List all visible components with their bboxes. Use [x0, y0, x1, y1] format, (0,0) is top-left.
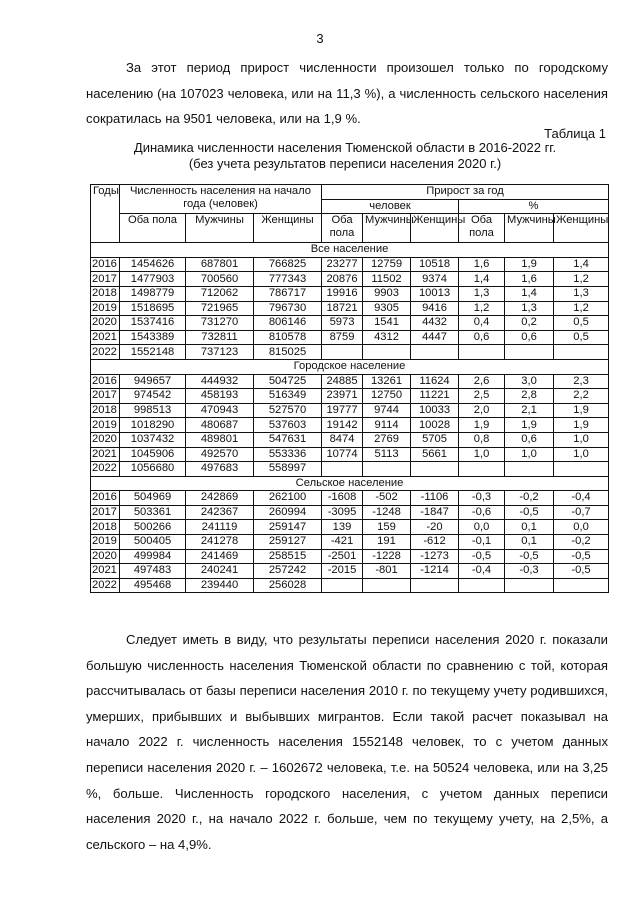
section-title: Все население: [91, 243, 609, 258]
table-cell: 806146: [254, 316, 322, 331]
table-cell: 19916: [322, 286, 363, 301]
table-cell: 2769: [363, 432, 411, 447]
table-cell: 1045906: [120, 447, 186, 462]
table-cell: 0,6: [505, 330, 554, 345]
table-cell: 4447: [411, 330, 459, 345]
table-cell: 12750: [363, 389, 411, 404]
table-cell: 240241: [186, 564, 254, 579]
table-cell: 1037432: [120, 432, 186, 447]
table-cell: 0,5: [554, 316, 609, 331]
table-cell: 8474: [322, 432, 363, 447]
table-cell: -0,5: [459, 549, 505, 564]
header-women: Женщины: [254, 214, 322, 243]
header-pct-men: Мужчины: [505, 214, 554, 243]
header-pct-both: Оба пола: [459, 214, 505, 243]
table-cell: 139: [322, 520, 363, 535]
header-both-sexes: Оба пола: [120, 214, 186, 243]
table-cell: 0,2: [505, 316, 554, 331]
table-cell: 10033: [411, 403, 459, 418]
table-cell: 10013: [411, 286, 459, 301]
table-cell: 19142: [322, 418, 363, 433]
table-cell: 3,0: [505, 374, 554, 389]
table-cell: 949657: [120, 374, 186, 389]
table-row: [91, 374, 609, 389]
table-cell: [322, 578, 363, 593]
table-cell: 974542: [120, 389, 186, 404]
table-cell: 1454626: [120, 257, 186, 272]
table-cell: 1,3: [459, 286, 505, 301]
table-cell: -502: [363, 491, 411, 506]
table-cell: -801: [363, 564, 411, 579]
year-cell: 2021: [91, 564, 120, 579]
table-row: [91, 345, 609, 360]
table-cell: 10518: [411, 257, 459, 272]
table-caption: [100, 140, 590, 172]
table-cell: 1,0: [554, 432, 609, 447]
table-cell: 9305: [363, 301, 411, 316]
table-cell: 1,2: [554, 301, 609, 316]
table-cell: [459, 345, 505, 360]
table-cell: 516349: [254, 389, 322, 404]
table-cell: 241278: [186, 535, 254, 550]
year-cell: 2017: [91, 505, 120, 520]
table-cell: 8759: [322, 330, 363, 345]
table-cell: 0,6: [505, 432, 554, 447]
table-cell: 796730: [254, 301, 322, 316]
table-cell: 23277: [322, 257, 363, 272]
table-cell: 1537416: [120, 316, 186, 331]
table-row: [91, 491, 609, 506]
table-cell: -20: [411, 520, 459, 535]
header-growth: Прирост за год: [322, 185, 609, 200]
table-cell: 497483: [120, 564, 186, 579]
table-cell: [554, 462, 609, 477]
table-cell: [411, 578, 459, 593]
table-cell: 5705: [411, 432, 459, 447]
table-cell: [411, 345, 459, 360]
table-cell: 2,6: [459, 374, 505, 389]
table-cell: -0,5: [505, 505, 554, 520]
table-row: [91, 432, 609, 447]
table-cell: 10028: [411, 418, 459, 433]
table-cell: -1608: [322, 491, 363, 506]
table-cell: 0,5: [554, 330, 609, 345]
table-cell: 11221: [411, 389, 459, 404]
header-growth-both: Оба пола: [322, 214, 363, 243]
table-cell: 1,2: [554, 272, 609, 287]
table-cell: 1498779: [120, 286, 186, 301]
intro-paragraph: [86, 55, 608, 132]
table-cell: -1248: [363, 505, 411, 520]
section-row: [91, 243, 609, 258]
year-cell: 2017: [91, 389, 120, 404]
table-row: [91, 535, 609, 550]
table-cell: [363, 462, 411, 477]
table-cell: 444932: [186, 374, 254, 389]
table-cell: -0,2: [554, 535, 609, 550]
header-population: Численность населения на начало года (человек): [120, 185, 322, 214]
table-cell: 1,4: [505, 286, 554, 301]
table-cell: 458193: [186, 389, 254, 404]
table-row: [91, 316, 609, 331]
intro-paragraph-text: За этот период прирост численности произошел только по городскому населению (на 107023 человека, или на 11,3 %), а численность сельского населения сократилась на 9501 человека, или на 1,9 %.: [86, 60, 608, 127]
table-cell: 260994: [254, 505, 322, 520]
table-cell: 0,6: [459, 330, 505, 345]
closing-paragraph: [86, 627, 608, 857]
table-cell: 9114: [363, 418, 411, 433]
table-cell: 259147: [254, 520, 322, 535]
year-cell: 2019: [91, 418, 120, 433]
year-cell: 2018: [91, 286, 120, 301]
header-growth-men: Мужчины: [363, 214, 411, 243]
table-row: [91, 505, 609, 520]
table-cell: -1106: [411, 491, 459, 506]
table-cell: 1056680: [120, 462, 186, 477]
table-cell: 4432: [411, 316, 459, 331]
table-cell: 242367: [186, 505, 254, 520]
table-cell: 558997: [254, 462, 322, 477]
table-cell: 1,2: [459, 301, 505, 316]
table-row: [91, 330, 609, 345]
table-cell: 495468: [120, 578, 186, 593]
table-number: Таблица 1: [544, 126, 606, 141]
table-cell: 1,4: [459, 272, 505, 287]
table-cell: 241469: [186, 549, 254, 564]
table-cell: [505, 345, 554, 360]
table-cell: -3095: [322, 505, 363, 520]
table-cell: 1,9: [459, 418, 505, 433]
table-cell: [459, 578, 505, 593]
table-cell: 998513: [120, 403, 186, 418]
table-cell: 5973: [322, 316, 363, 331]
table-cell: 11624: [411, 374, 459, 389]
table-cell: 777343: [254, 272, 322, 287]
table-cell: 547631: [254, 432, 322, 447]
table-cell: 1541: [363, 316, 411, 331]
year-cell: 2016: [91, 491, 120, 506]
table-cell: 537603: [254, 418, 322, 433]
year-cell: 2018: [91, 520, 120, 535]
table-cell: -1847: [411, 505, 459, 520]
table-cell: -0,4: [554, 491, 609, 506]
table-cell: -0,5: [554, 549, 609, 564]
population-table: [90, 184, 609, 593]
table-cell: 1552148: [120, 345, 186, 360]
table-cell: 766825: [254, 257, 322, 272]
table-cell: 10774: [322, 447, 363, 462]
section-row: [91, 359, 609, 374]
table-cell: -0,6: [459, 505, 505, 520]
table-cell: 2,0: [459, 403, 505, 418]
table-cell: 13261: [363, 374, 411, 389]
table-cell: 1543389: [120, 330, 186, 345]
table-cell: 0,0: [554, 520, 609, 535]
year-cell: 2016: [91, 257, 120, 272]
year-cell: 2018: [91, 403, 120, 418]
table-cell: 815025: [254, 345, 322, 360]
table-cell: 9903: [363, 286, 411, 301]
table-cell: -2501: [322, 549, 363, 564]
table-cell: 242869: [186, 491, 254, 506]
table-cell: 1,9: [554, 403, 609, 418]
table-cell: 1,9: [505, 257, 554, 272]
table-cell: 527570: [254, 403, 322, 418]
table-cell: 1,3: [505, 301, 554, 316]
year-cell: 2016: [91, 374, 120, 389]
table-cell: 504725: [254, 374, 322, 389]
year-cell: 2022: [91, 578, 120, 593]
table-cell: 256028: [254, 578, 322, 593]
header-pct-women: Женщины: [554, 214, 609, 243]
table-cell: 0,4: [459, 316, 505, 331]
table-row: [91, 549, 609, 564]
table-cell: [363, 578, 411, 593]
table-cell: 1,4: [554, 257, 609, 272]
table-cell: 786717: [254, 286, 322, 301]
table-cell: 737123: [186, 345, 254, 360]
table-cell: 492570: [186, 447, 254, 462]
table-cell: 19777: [322, 403, 363, 418]
table-cell: [505, 578, 554, 593]
header-years: Годы: [91, 185, 120, 243]
table-cell: -2015: [322, 564, 363, 579]
year-cell: 2020: [91, 432, 120, 447]
table-cell: 1,6: [459, 257, 505, 272]
table-cell: 721965: [186, 301, 254, 316]
table-cell: 1,0: [459, 447, 505, 462]
table-cell: -0,5: [505, 549, 554, 564]
table-row: [91, 403, 609, 418]
table-cell: 9416: [411, 301, 459, 316]
table-cell: 2,5: [459, 389, 505, 404]
table-cell: 262100: [254, 491, 322, 506]
table-cell: 1018290: [120, 418, 186, 433]
table-cell: 2,3: [554, 374, 609, 389]
table-cell: 9744: [363, 403, 411, 418]
table-row: [91, 520, 609, 535]
table-row: [91, 257, 609, 272]
table-cell: 20876: [322, 272, 363, 287]
table-cell: 1,0: [554, 447, 609, 462]
table-row: [91, 389, 609, 404]
table-row: [91, 462, 609, 477]
table-cell: 241119: [186, 520, 254, 535]
year-cell: 2020: [91, 549, 120, 564]
table-cell: 1477903: [120, 272, 186, 287]
year-cell: 2020: [91, 316, 120, 331]
table-cell: 497683: [186, 462, 254, 477]
table-cell: 489801: [186, 432, 254, 447]
table-body: [91, 243, 609, 593]
table-cell: -0,3: [459, 491, 505, 506]
year-cell: 2021: [91, 447, 120, 462]
table-cell: [459, 462, 505, 477]
table-title: Динамика численности населения Тюменской области в 2016-2022 гг.: [133, 140, 557, 155]
table-cell: 4312: [363, 330, 411, 345]
table-cell: 1,0: [505, 447, 554, 462]
table-cell: 1518695: [120, 301, 186, 316]
table-cell: 732811: [186, 330, 254, 345]
section-title: Сельское население: [91, 476, 609, 491]
table-row: [91, 301, 609, 316]
year-cell: 2019: [91, 535, 120, 550]
table-cell: 11502: [363, 272, 411, 287]
table-cell: 191: [363, 535, 411, 550]
table-cell: 5661: [411, 447, 459, 462]
table-cell: 1,3: [554, 286, 609, 301]
section-row: [91, 476, 609, 491]
table-cell: -0,4: [459, 564, 505, 579]
table-cell: -1228: [363, 549, 411, 564]
closing-paragraph-text: Следует иметь в виду, что результаты переписи населения 2020 г. показали большую численность населения Тюменской области по сравнению с той, которая рассчитывалась от базы переписи населения 2010 г. по текущему учету родившихся, умерших, прибывших и выбывших мигрантов. Если такой расчет показывал на начало 2022 г. численность населения 1552148 человек, то с учетом данных переписи населения 2020 г. – 1602672 человека, т.е. на 50524 человека, или на 3,25 %, больше. Численность городского населения, с учетом данных переписи населения 2020 г., на начало 2022 г. больше, чем по текущему учету, на 2,5%, а сельского – на 4,9%.: [86, 632, 608, 852]
table-subtitle: (без учета результатов переписи населения 2020 г.): [188, 156, 502, 171]
year-cell: 2017: [91, 272, 120, 287]
table-cell: [505, 462, 554, 477]
table-cell: 700560: [186, 272, 254, 287]
table-row: [91, 447, 609, 462]
table-cell: 470943: [186, 403, 254, 418]
table-row: [91, 272, 609, 287]
table-cell: 258515: [254, 549, 322, 564]
table-cell: -0,5: [554, 564, 609, 579]
header-percent: %: [459, 199, 609, 214]
table-cell: 0,0: [459, 520, 505, 535]
table-cell: -0,3: [505, 564, 554, 579]
table-cell: 24885: [322, 374, 363, 389]
table-cell: 499984: [120, 549, 186, 564]
table-cell: -0,1: [459, 535, 505, 550]
year-cell: 2019: [91, 301, 120, 316]
table-cell: 2,1: [505, 403, 554, 418]
table-cell: 1,9: [505, 418, 554, 433]
table-cell: -421: [322, 535, 363, 550]
table-cell: 9374: [411, 272, 459, 287]
table-cell: 259127: [254, 535, 322, 550]
table-cell: 0,1: [505, 535, 554, 550]
table-cell: 0,1: [505, 520, 554, 535]
table-cell: 1,9: [554, 418, 609, 433]
table-row: [91, 418, 609, 433]
table-cell: 810578: [254, 330, 322, 345]
header-persons: человек: [322, 199, 459, 214]
table-cell: -1273: [411, 549, 459, 564]
table-cell: 5113: [363, 447, 411, 462]
table-cell: 159: [363, 520, 411, 535]
table-cell: [411, 462, 459, 477]
year-cell: 2021: [91, 330, 120, 345]
page-number: 3: [316, 31, 324, 46]
table-cell: [363, 345, 411, 360]
section-title: Городское население: [91, 359, 609, 374]
table-cell: 712062: [186, 286, 254, 301]
table-cell: 257242: [254, 564, 322, 579]
table-cell: [554, 345, 609, 360]
table-row: [91, 578, 609, 593]
table-cell: -612: [411, 535, 459, 550]
table-cell: -0,7: [554, 505, 609, 520]
table-cell: -1214: [411, 564, 459, 579]
table-cell: 23971: [322, 389, 363, 404]
table-cell: 480687: [186, 418, 254, 433]
table-cell: 12759: [363, 257, 411, 272]
table-cell: 553336: [254, 447, 322, 462]
table-row: [91, 286, 609, 301]
table-row: [91, 564, 609, 579]
year-cell: 2022: [91, 345, 120, 360]
table-cell: 1,6: [505, 272, 554, 287]
table-cell: 731270: [186, 316, 254, 331]
table-cell: 0,8: [459, 432, 505, 447]
table-cell: 2,2: [554, 389, 609, 404]
header-growth-women: Женщины: [411, 214, 459, 243]
table-cell: 503361: [120, 505, 186, 520]
table-cell: [322, 462, 363, 477]
year-cell: 2022: [91, 462, 120, 477]
table-cell: 500266: [120, 520, 186, 535]
table-cell: [554, 578, 609, 593]
table-cell: 18721: [322, 301, 363, 316]
table-cell: 504969: [120, 491, 186, 506]
header-men: Мужчины: [186, 214, 254, 243]
table-cell: 500405: [120, 535, 186, 550]
table-cell: [322, 345, 363, 360]
table-cell: 687801: [186, 257, 254, 272]
table-cell: -0,2: [505, 491, 554, 506]
table-cell: 239440: [186, 578, 254, 593]
table-cell: 2,8: [505, 389, 554, 404]
